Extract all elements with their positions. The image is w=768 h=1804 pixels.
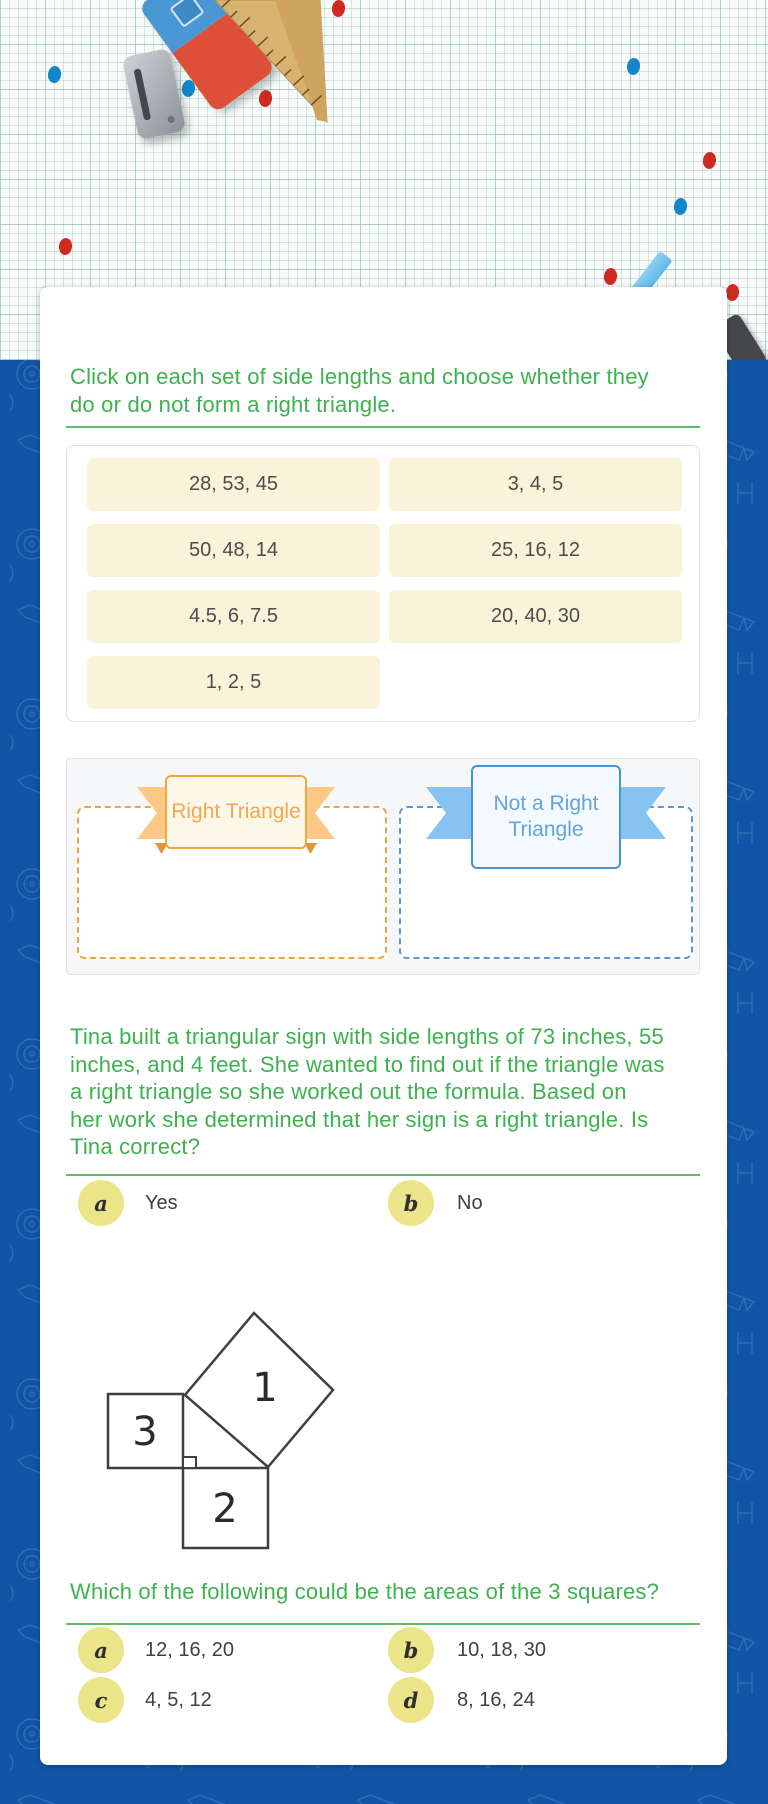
confetti-dot — [702, 151, 717, 170]
tile-1-2-5[interactable]: 1, 2, 5 — [87, 656, 380, 709]
option-b-no[interactable] — [388, 1180, 668, 1226]
not-right-triangle-bin-label: Not a Right Triangle — [471, 765, 621, 869]
pythagorean-squares-figure — [100, 1305, 350, 1555]
option-a-yes[interactable] — [78, 1180, 358, 1226]
worksheet-card — [40, 287, 727, 1765]
option-label: 8, 16, 24 — [457, 1688, 535, 1711]
prompt-line: a right triangle so she worked out the formula. Based on — [70, 1079, 627, 1104]
question-1-prompt — [70, 363, 700, 418]
option-letter-badge: a — [78, 1627, 124, 1673]
confetti-dot — [47, 65, 62, 84]
divider — [66, 1623, 700, 1625]
tile-3-4-5[interactable]: 3, 4, 5 — [389, 458, 682, 511]
option-letter-badge: d — [388, 1677, 434, 1723]
option-letter-badge: a — [78, 1180, 124, 1226]
ruler-icon — [205, 0, 345, 135]
option-label: 10, 18, 30 — [457, 1638, 546, 1661]
option-d-8-16-24[interactable] — [388, 1677, 668, 1723]
option-label: 4, 5, 12 — [145, 1688, 212, 1711]
confetti-dot — [725, 283, 740, 302]
tile-50-48-14[interactable]: 50, 48, 14 — [87, 524, 380, 577]
prompt-line: inches, and 4 feet. She wanted to find out if the triangle was — [70, 1051, 665, 1077]
right-triangle-bin-label: Right Triangle — [165, 775, 307, 849]
square-1-label: 1 — [252, 1365, 278, 1411]
sorting-bins-container — [66, 758, 700, 975]
option-b-10-18-30[interactable] — [388, 1627, 668, 1673]
confetti-dot — [603, 267, 618, 286]
divider — [66, 426, 700, 428]
option-label: No — [457, 1191, 483, 1214]
prompt-line: Tina built a triangular sign with side lengths of 73 inches, 55 — [70, 1024, 664, 1049]
confetti-dot — [626, 57, 641, 76]
tile-25-16-12[interactable]: 25, 16, 12 — [389, 524, 682, 577]
square-3-label: 3 — [132, 1409, 158, 1455]
prompt-line: Which of the following could be the areas of the 3 squares? — [70, 1579, 660, 1604]
pencil-sharpener-icon — [122, 48, 186, 140]
question-3-prompt — [70, 1578, 700, 1606]
option-letter-badge: c — [78, 1677, 124, 1723]
option-letter-badge: b — [388, 1180, 434, 1226]
option-letter-badge: b — [388, 1627, 434, 1673]
prompt-line: Click on each set of side lengths and choose whether they — [70, 364, 649, 389]
tile-4p5-6-7p5[interactable]: 4.5, 6, 7.5 — [87, 590, 380, 643]
option-label: 12, 16, 20 — [145, 1638, 234, 1661]
divider — [66, 1174, 700, 1176]
question-2-prompt — [70, 1023, 700, 1161]
right-angle-marker — [183, 1457, 196, 1468]
prompt-line: do or do not form a right triangle. — [70, 391, 397, 417]
option-a-12-16-20[interactable] — [78, 1627, 358, 1673]
prompt-line: Tina correct? — [70, 1134, 201, 1159]
option-label: Yes — [145, 1191, 178, 1214]
side-length-tiles-container — [66, 445, 700, 722]
tile-28-53-45[interactable]: 28, 53, 45 — [87, 458, 380, 511]
confetti-dot — [58, 237, 73, 256]
tile-20-40-30[interactable]: 20, 40, 30 — [389, 590, 682, 643]
option-c-4-5-12[interactable] — [78, 1677, 358, 1723]
square-2-label: 2 — [212, 1486, 238, 1532]
prompt-line: her work she determined that her sign is a right triangle. Is — [70, 1106, 649, 1132]
confetti-dot — [673, 197, 688, 216]
